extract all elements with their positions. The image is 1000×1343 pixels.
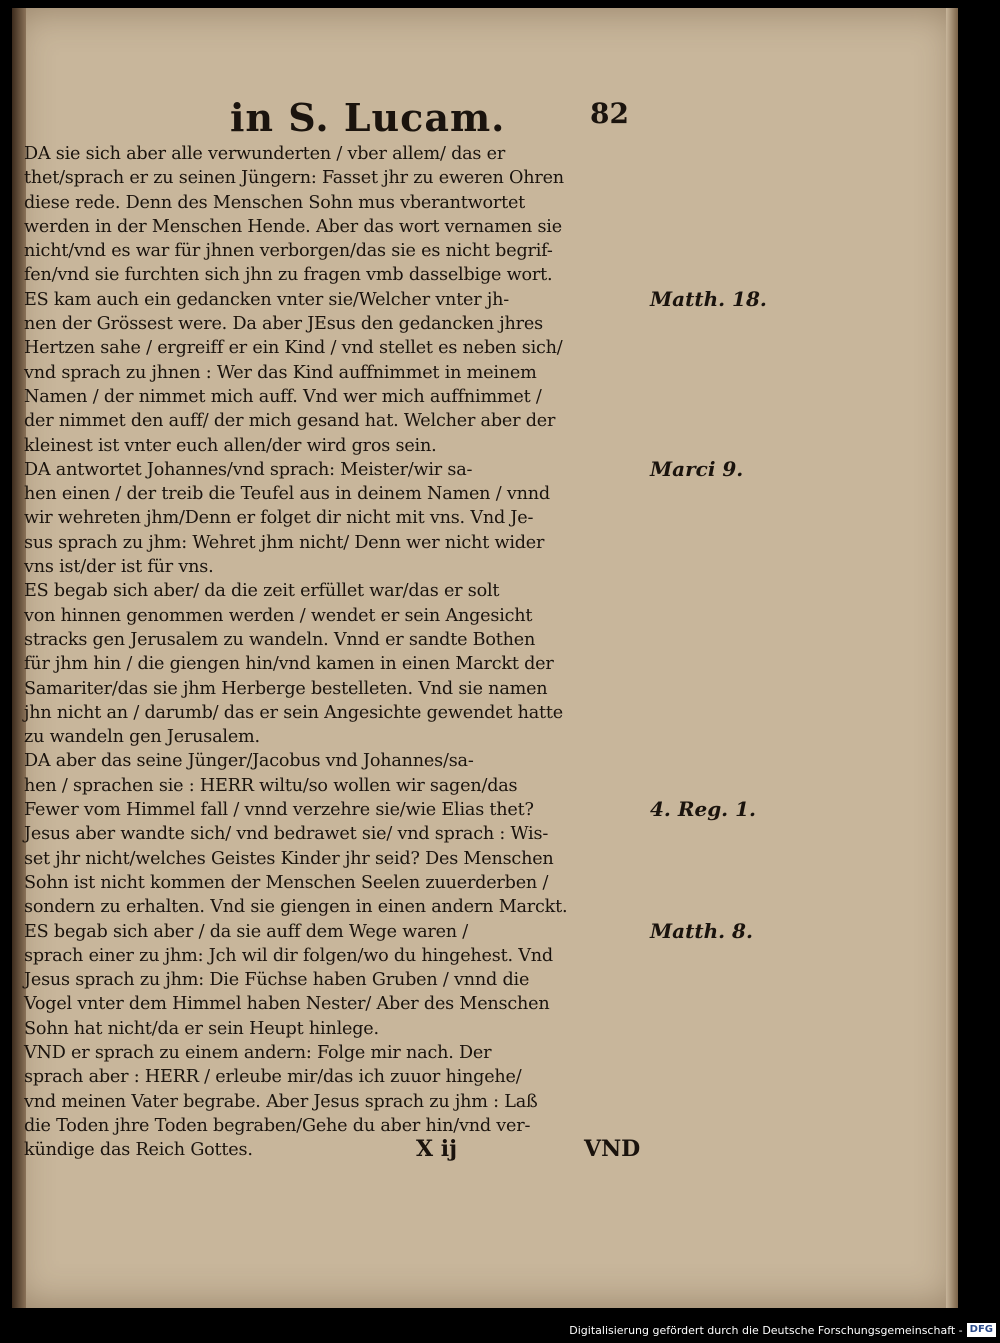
text-line: vnd meinen Vater begrabe. Aber Jesus sprach zu jhm : Laß	[24, 1091, 538, 1112]
text-line: hen / sprachen sie : HERR wiltu/so wollen wir sagen/das	[24, 775, 518, 796]
text-line: wir wehreten jhm/Denn er folget dir nicht mit vns. Vnd Je-	[24, 508, 534, 529]
text-line: ES begab sich aber/ da die zeit erfüllet war/das er solt	[24, 581, 500, 602]
catchline	[0, 1136, 1000, 1166]
body-text	[24, 142, 642, 1162]
text-line: DA sie sich aber alle verwunderten / vber allem/ das er	[24, 144, 506, 164]
digitization-credit	[569, 1320, 996, 1340]
text-line: hen einen / der treib die Teufel aus in deinem Namen / vnnd	[24, 484, 550, 505]
text-line: von hinnen genommen werden / wendet er sein Angesicht	[24, 605, 533, 626]
running-title: in S. Lucam.	[230, 95, 506, 140]
signature-mark: X ij	[416, 1136, 458, 1162]
text-line: DA aber das seine Jünger/Jacobus vnd Johannes/sa-	[24, 751, 474, 772]
text-line: Sohn hat nicht/da er sein Heupt hinlege.	[24, 1018, 379, 1039]
margin-reference: Matth. 18.	[650, 286, 767, 311]
text-line: zu wandeln gen Jerusalem.	[24, 727, 260, 748]
catchword: VND	[584, 1136, 641, 1162]
text-line: kündige das Reich Gottes.	[24, 1140, 253, 1161]
text-line: fen/vnd sie furchten sich jhn zu fragen vmb dasselbige wort.	[24, 265, 553, 286]
text-line: jhn nicht an / darumb/ das er sein Angesichte gewendet hatte	[24, 702, 563, 723]
text-line: diese rede. Denn des Menschen Sohn mus vberantwortet	[24, 192, 526, 213]
text-line: für jhm hin / die giengen hin/vnd kamen in einen Marckt der	[24, 654, 554, 675]
text-line: set jhr nicht/welches Geistes Kinder jhr seid? Des Menschen	[24, 848, 554, 869]
text-line: sprach aber : HERR / erleube mir/das ich zuuor hingehe/	[24, 1067, 522, 1088]
text-line: nen der Grössest were. Da aber JEsus den gedancken jhres	[24, 314, 543, 335]
text-line: Sohn ist nicht kommen der Menschen Seelen zuuerderben /	[24, 872, 549, 893]
text-line: ES kam auch ein gedancken vnter sie/Welcher vnter jh-	[24, 289, 510, 310]
text-line: Vogel vnter dem Himmel haben Nester/ Aber des Menschen	[24, 994, 550, 1015]
text-line: sus sprach zu jhm: Wehret jhm nicht/ Denn wer nicht wider	[24, 532, 545, 553]
text-line: Namen / der nimmet mich auff. Vnd wer mich auffnimmet /	[24, 386, 542, 407]
text-line: Jesus aber wandte sich/ vnd bedrawet sie/ vnd sprach : Wis-	[24, 824, 549, 845]
text-line: stracks gen Jerusalem zu wandeln. Vnnd er sandte Bothen	[24, 629, 536, 650]
text-line: nicht/vnd es war für jhnen verborgen/das sie es nicht begrif-	[24, 241, 553, 262]
text-line: DA antwortet Johannes/vnd sprach: Meister/wir sa-	[24, 459, 473, 480]
text-line: Samariter/das sie jhm Herberge bestelleten. Vnd sie namen	[24, 678, 548, 699]
text-line: die Toden jhre Toden begraben/Gehe du aber hin/vnd ver-	[24, 1115, 531, 1136]
credit-text: Digitalisierung gefördert durch die Deutsche Forschungsgemeinschaft -	[569, 1323, 963, 1337]
text-line: VND er sprach zu einem andern: Folge mir nach. Der	[24, 1042, 492, 1063]
margin-reference: Marci 9.	[650, 456, 744, 481]
text-line: Jesus sprach zu jhm: Die Füchse haben Gruben / vnnd die	[24, 970, 530, 991]
text-line: thet/sprach er zu seinen Jüngern: Fasset jhr zu eweren Ohren	[24, 168, 564, 189]
text-line: Hertzen sahe / ergreiff er ein Kind / vnd stellet es neben sich/	[24, 338, 563, 359]
margin-reference: 4. Reg. 1.	[650, 797, 756, 822]
text-line: ES begab sich aber / da sie auff dem Wege waren /	[24, 921, 469, 942]
page-edge	[946, 8, 958, 1308]
text-line: sondern zu erhalten. Vnd sie giengen in einen andern Marckt.	[24, 897, 568, 918]
dfg-logo: DFG	[967, 1323, 996, 1337]
text-line: werden in der Menschen Hende. Aber das wort vernamen sie	[24, 216, 562, 237]
folio-number: 82	[590, 97, 629, 130]
text-line: Fewer vom Himmel fall / vnnd verzehre sie/wie Elias thet?	[24, 800, 534, 821]
text-line: sprach einer zu jhm: Jch wil dir folgen/wo du hingehest. Vnd	[24, 945, 553, 966]
text-line: vnd sprach zu jhnen : Wer das Kind auffnimmet in meinem	[24, 362, 537, 383]
text-line: der nimmet den auff/ der mich gesand hat. Welcher aber der	[24, 411, 556, 432]
text-line: vns ist/der ist für vns.	[24, 557, 214, 578]
page-header	[0, 95, 1000, 145]
text-line: kleinest ist vnter euch allen/der wird gros sein.	[24, 435, 437, 456]
margin-reference: Matth. 8.	[650, 918, 753, 943]
